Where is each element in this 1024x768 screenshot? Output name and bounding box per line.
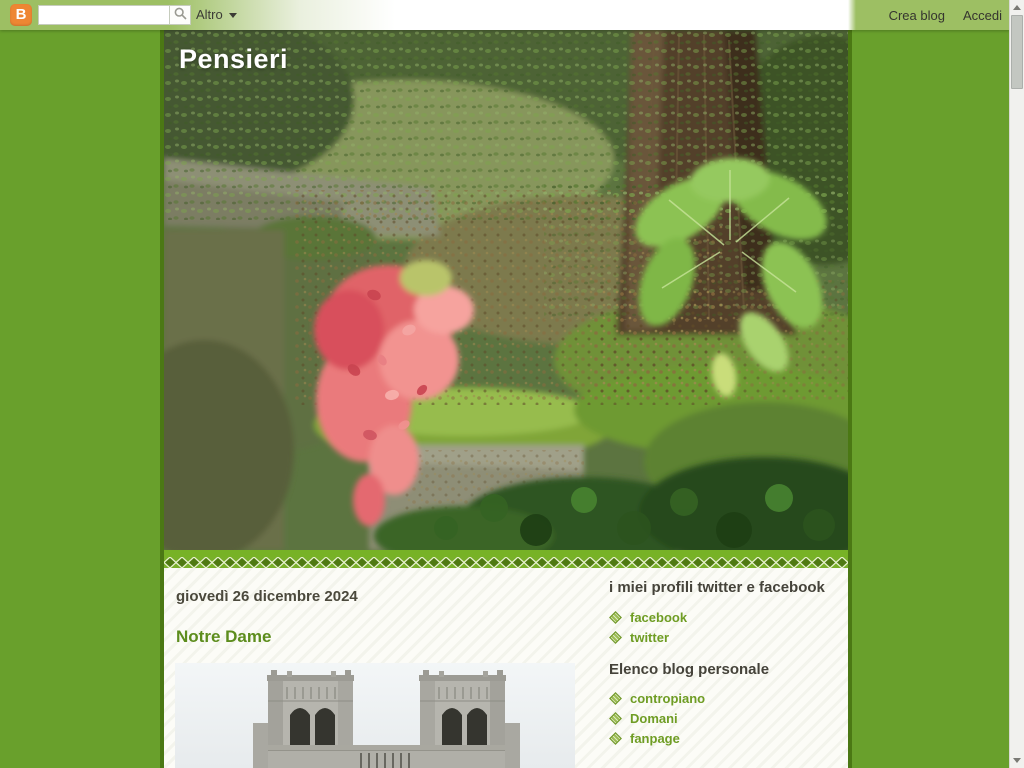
domani-link[interactable]: Domani bbox=[630, 710, 678, 726]
diamond-bullet-icon bbox=[609, 732, 622, 745]
header-lattice-band bbox=[164, 557, 848, 568]
diamond-bullet-icon bbox=[609, 631, 622, 644]
browser-scrollbar[interactable] bbox=[1009, 0, 1024, 768]
scroll-down-button[interactable] bbox=[1010, 753, 1024, 768]
chevron-down-icon bbox=[229, 13, 237, 18]
accedi-link[interactable]: Accedi bbox=[962, 7, 1002, 23]
header-photo-forest bbox=[164, 30, 848, 550]
scroll-up-button[interactable] bbox=[1010, 0, 1024, 15]
scroll-up-icon bbox=[1013, 5, 1021, 10]
fanpage-link[interactable]: fanpage bbox=[630, 730, 680, 746]
list-item bbox=[609, 627, 845, 647]
blog-post bbox=[176, 568, 596, 768]
post-photo-notre-dame[interactable] bbox=[175, 663, 575, 768]
header-green-strip bbox=[164, 550, 848, 557]
search-icon bbox=[174, 7, 187, 23]
altro-label: Altro bbox=[196, 7, 223, 22]
blog-title[interactable]: Pensieri bbox=[179, 44, 289, 74]
diamond-bullet-icon bbox=[609, 611, 622, 624]
list-item bbox=[609, 728, 845, 748]
navbar-right bbox=[889, 0, 1002, 30]
blog-sidebar bbox=[609, 568, 845, 748]
sidebar-links-elenco bbox=[609, 688, 845, 748]
crea-blog-link[interactable]: Crea blog bbox=[888, 7, 945, 23]
post-date-header: giovedì 26 dicembre 2024 bbox=[176, 588, 358, 606]
notre-dame-photo-illustration bbox=[175, 663, 575, 768]
blogger-logo-icon[interactable]: B bbox=[10, 4, 32, 26]
list-item bbox=[609, 708, 845, 728]
search-button[interactable] bbox=[169, 5, 191, 25]
diamond-bullet-icon bbox=[609, 712, 622, 725]
blogger-navbar bbox=[0, 0, 1010, 30]
sidebar-links-profili bbox=[609, 607, 845, 647]
list-item bbox=[609, 607, 845, 627]
scrollbar-thumb[interactable] bbox=[1011, 15, 1023, 89]
sidebar-heading-profili: i miei profili twitter e facebook bbox=[609, 579, 825, 596]
search-input[interactable] bbox=[38, 5, 169, 25]
twitter-link[interactable]: twitter bbox=[630, 629, 669, 645]
navbar-search bbox=[38, 5, 191, 25]
diamond-bullet-icon bbox=[609, 692, 622, 705]
post-title-link[interactable]: Notre Dame bbox=[176, 627, 272, 646]
list-item bbox=[609, 688, 845, 708]
facebook-link[interactable]: facebook bbox=[630, 609, 688, 625]
sidebar-heading-elenco: Elenco blog personale bbox=[609, 661, 770, 678]
blog-content-area bbox=[164, 568, 848, 768]
blog-main-column bbox=[160, 30, 852, 768]
contropiano-link[interactable]: contropiano bbox=[630, 690, 706, 706]
altro-dropdown[interactable] bbox=[196, 0, 237, 30]
scroll-down-icon bbox=[1013, 758, 1021, 763]
forest-photo-illustration bbox=[164, 30, 848, 550]
